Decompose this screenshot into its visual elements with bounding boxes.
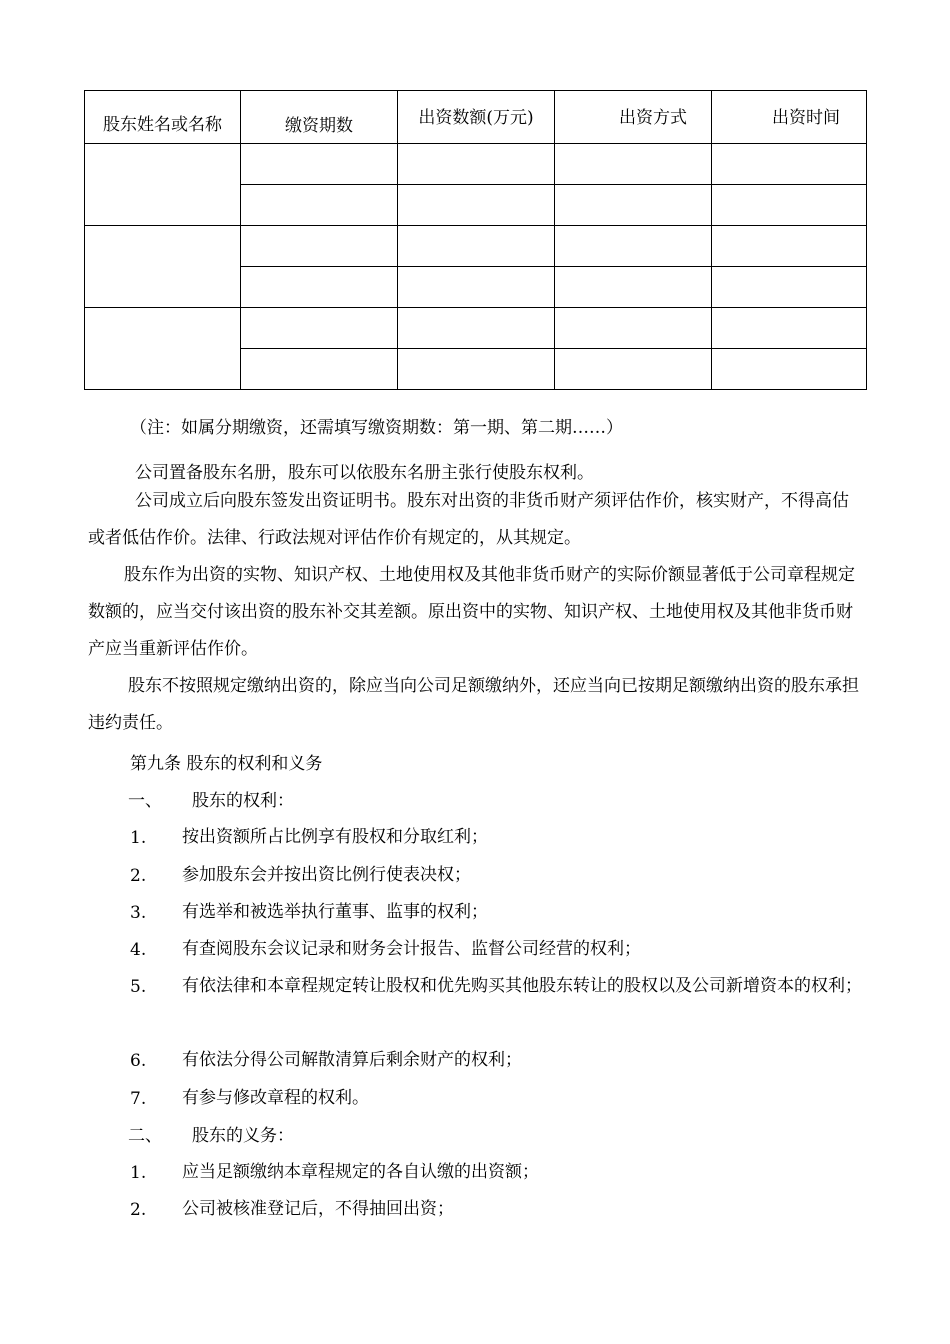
table-cell[interactable]: [241, 349, 398, 390]
duty-1-number: 1.: [130, 1163, 147, 1183]
table-cell[interactable]: [398, 308, 555, 349]
table-cell[interactable]: [555, 185, 712, 226]
rights-heading-number: 一、: [128, 791, 162, 811]
table-row: [85, 308, 867, 349]
article-9-title: 第九条 股东的权利和义务: [130, 754, 323, 774]
table-cell[interactable]: [241, 144, 398, 185]
right-1-number: 1.: [130, 828, 147, 848]
table-cell[interactable]: [712, 308, 867, 349]
right-3-text: 有选举和被选举执行董事、监事的权利；: [182, 902, 488, 922]
shareholder-name-cell[interactable]: [85, 308, 241, 390]
table-cell[interactable]: [555, 226, 712, 267]
table-cell[interactable]: [712, 226, 867, 267]
table-cell[interactable]: [712, 185, 867, 226]
right-3-number: 3.: [130, 903, 147, 923]
duties-heading: 股东的义务：: [192, 1126, 294, 1146]
right-5-text: 有依法律和本章程规定转让股权和优先购买其他股东转让的股权以及公司新增资本的权利；: [182, 976, 862, 996]
table-row: [85, 226, 867, 267]
table-cell[interactable]: [712, 267, 867, 308]
header-payment-period: 缴资期数: [241, 91, 398, 144]
table-cell[interactable]: [241, 308, 398, 349]
paragraph-capital-certificate: 公司成立后向股东签发出资证明书。股东对出资的非货币财产须评估作价，核实财产，不得高估或者低估作价。法律、行政法规对评估作价有规定的，从其规定。: [88, 491, 849, 548]
table-cell[interactable]: [555, 349, 712, 390]
table-cell[interactable]: [398, 185, 555, 226]
table-header-row: [85, 91, 867, 144]
header-contribution-amount: 出资数额(万元): [398, 91, 555, 144]
right-1-text: 按出资额所占比例享有股权和分取红利；: [182, 827, 488, 847]
right-7-number: 7.: [130, 1089, 147, 1109]
header-contribution-method: 出资方式: [555, 91, 712, 144]
header-contribution-time: 出资时间: [712, 91, 867, 144]
right-2-number: 2.: [130, 866, 147, 886]
duties-heading-number: 二、: [128, 1126, 162, 1146]
header-shareholder-name: 股东姓名或名称: [85, 91, 241, 144]
right-4-text: 有查阅股东会议记录和财务会计报告、监督公司经营的权利；: [182, 939, 641, 959]
table-cell[interactable]: [398, 226, 555, 267]
shareholder-name-cell[interactable]: [85, 144, 241, 226]
right-6-text: 有依法分得公司解散清算后剩余财产的权利；: [182, 1050, 522, 1070]
paragraph-breach-liability: 股东不按照规定缴纳出资的，除应当向公司足额缴纳外，还应当向已按期足额缴纳出资的股东承担违约责任。: [88, 676, 859, 733]
shareholder-name-cell[interactable]: [85, 226, 241, 308]
table-note: （注：如属分期缴资，还需填写缴资期数：第一期、第二期……）: [130, 418, 623, 438]
right-2-text: 参加股东会并按出资比例行使表决权；: [182, 865, 471, 885]
table-cell[interactable]: [555, 144, 712, 185]
capital-contribution-table: [84, 90, 867, 390]
right-5-number: 5.: [130, 977, 147, 997]
table-cell[interactable]: [241, 226, 398, 267]
table-cell[interactable]: [712, 144, 867, 185]
paragraph-shareholder-register: 公司置备股东名册，股东可以依股东名册主张行使股东权利。: [135, 463, 594, 483]
table-cell[interactable]: [241, 185, 398, 226]
duty-2-text: 公司被核准登记后，不得抽回出资；: [182, 1199, 454, 1219]
table-cell[interactable]: [555, 308, 712, 349]
table-row: [85, 144, 867, 185]
paragraph-non-monetary-assets: 股东作为出资的实物、知识产权、土地使用权及其他非货币财产的实际价额显著低于公司章程规定数额的，应当交付该出资的股东补交其差额。原出资中的实物、知识产权、土地使用权及其他非货币财产应当重新评估作价。: [88, 565, 855, 659]
table-cell[interactable]: [398, 349, 555, 390]
table-cell[interactable]: [555, 267, 712, 308]
table-cell[interactable]: [241, 267, 398, 308]
table-cell[interactable]: [712, 349, 867, 390]
right-4-number: 4.: [130, 940, 147, 960]
right-7-text: 有参与修改章程的权利。: [182, 1088, 369, 1108]
table-cell[interactable]: [398, 144, 555, 185]
table-cell[interactable]: [398, 267, 555, 308]
rights-heading: 股东的权利：: [192, 791, 294, 811]
duty-1-text: 应当足额缴纳本章程规定的各自认缴的出资额；: [182, 1162, 539, 1182]
right-6-number: 6.: [130, 1051, 147, 1071]
duty-2-number: 2.: [130, 1200, 147, 1220]
